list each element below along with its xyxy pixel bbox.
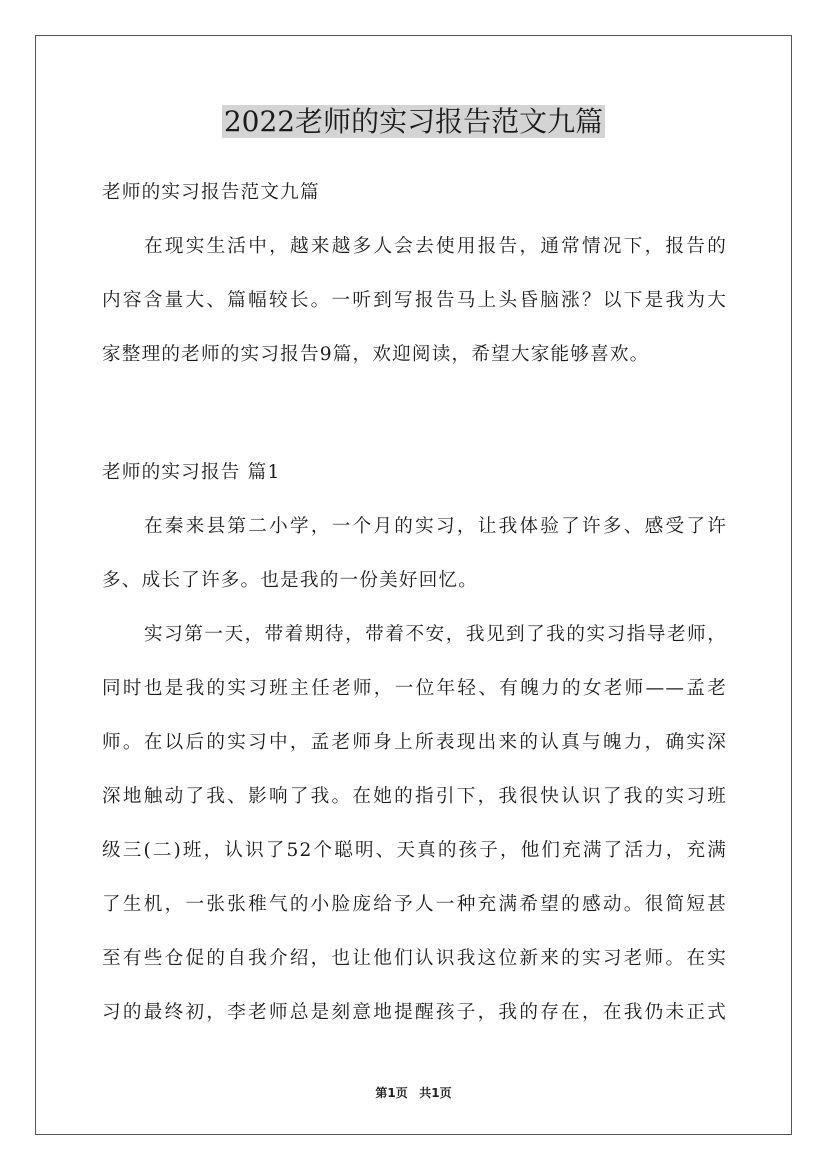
page-total: 共1页 — [419, 1086, 452, 1100]
intro-line-1: 在现实生活中，越来越多人会去使用报告，通常情况下，报告的 — [144, 236, 727, 257]
section-para2-line-4: 深地触动了我、影响了我。在她的指引下，我很快认识了我的实习班 — [102, 786, 727, 807]
section-heading: 老师的实习报告 篇1 — [102, 462, 281, 483]
intro-line-2: 内容含量大、篇幅较长。一听到写报告马上头昏脑涨？以下是我为大 — [102, 290, 727, 311]
section-para2-line-1: 实习第一天，带着期待，带着不安，我见到了我的实习指导老师， — [144, 624, 727, 645]
page-footer — [0, 1084, 827, 1101]
section-para1-line-1: 在秦来县第二小学，一个月的实习，让我体验了许多、感受了许 — [144, 516, 727, 537]
section-para2-line-6: 了生机，一张张稚气的小脸庞给予人一种充满希望的感动。很简短甚 — [102, 894, 727, 915]
section-para2-line-2: 同时也是我的实习班主任老师，一位年轻、有魄力的女老师——孟老 — [102, 678, 727, 699]
section-para2-line-8: 习的最终初，李老师总是刻意地提醒孩子，我的存在，在我仍未正式 — [102, 1002, 727, 1023]
intro-line-3: 家整理的老师的实习报告9篇，欢迎阅读，希望大家能够喜欢。 — [102, 344, 650, 365]
section-para2-line-5: 级三(二)班，认识了52个聪明、天真的孩子，他们充满了活力，充满 — [102, 840, 727, 861]
document-subtitle: 老师的实习报告范文九篇 — [102, 182, 320, 203]
document-title — [0, 102, 827, 142]
document-body — [102, 174, 727, 1040]
page-number: 第1页 — [375, 1086, 408, 1100]
section-para2-line-3: 师。在以后的实习中，孟老师身上所表现出来的认真与魄力，确实深 — [102, 732, 727, 753]
section-para2-line-7: 至有些仓促的自我介绍，也让他们认识我这位新来的实习老师。在实 — [102, 948, 727, 969]
document-title-text: 2022老师的实习报告范文九篇 — [223, 105, 604, 138]
section-para1-line-2: 多、成长了许多。也是我的一份美好回忆。 — [102, 570, 479, 591]
